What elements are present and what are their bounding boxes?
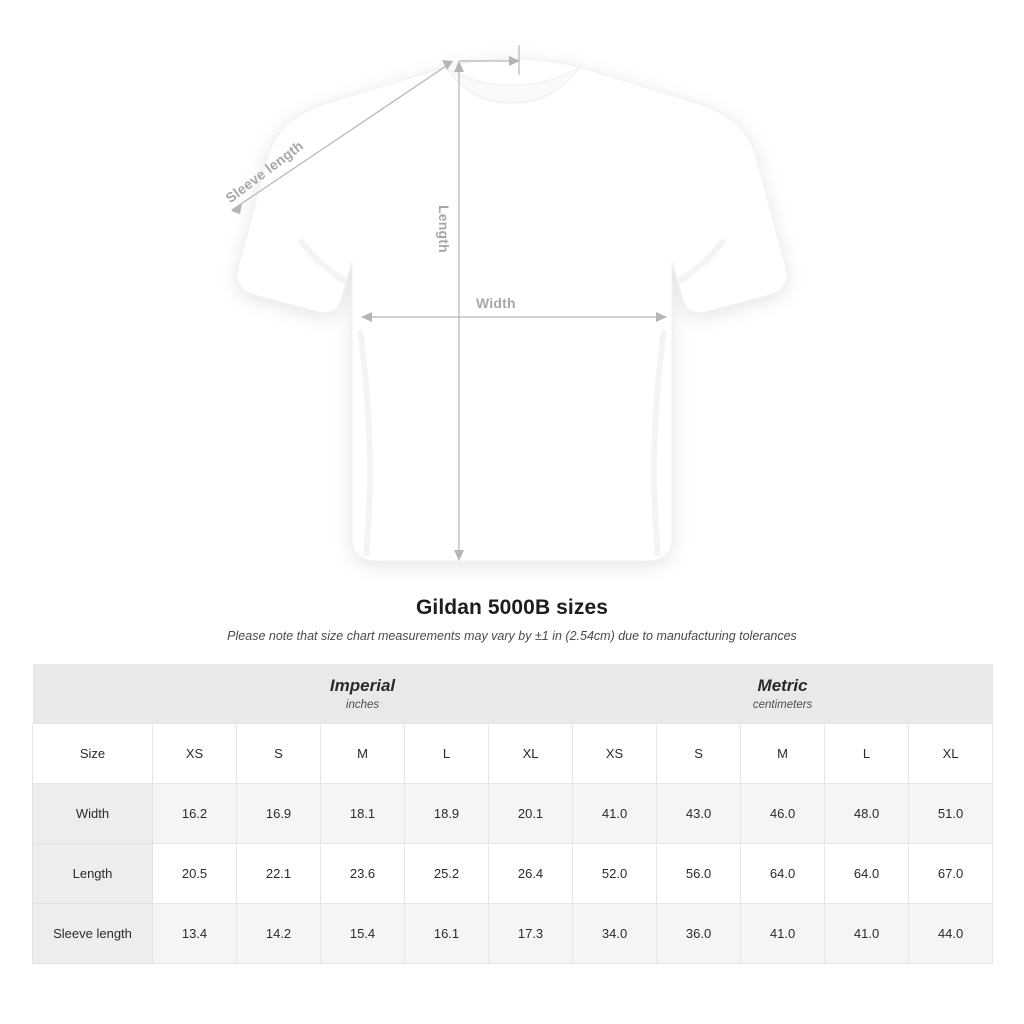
- cell: 18.1: [321, 784, 405, 844]
- cell: 41.0: [573, 784, 657, 844]
- title-block: [0, 596, 1024, 643]
- cell: 16.1: [405, 904, 489, 964]
- cell: 46.0: [741, 784, 825, 844]
- column-header: M: [741, 724, 825, 784]
- column-header: XS: [573, 724, 657, 784]
- unit-sub-metric: centimeters: [752, 698, 813, 711]
- cell: 14.2: [237, 904, 321, 964]
- column-header: L: [825, 724, 909, 784]
- table-row: [33, 844, 993, 904]
- width-label: Width: [476, 295, 516, 311]
- cell: 15.4: [321, 904, 405, 964]
- length-label: Length: [436, 205, 452, 253]
- table-row: [33, 904, 993, 964]
- cell: 17.3: [489, 904, 573, 964]
- row-label-sleeve-length: Sleeve length: [33, 904, 153, 964]
- cell: 23.6: [321, 844, 405, 904]
- unit-name-imperial: Imperial: [329, 676, 396, 696]
- column-header: M: [321, 724, 405, 784]
- cell: 34.0: [573, 904, 657, 964]
- cell: 16.9: [237, 784, 321, 844]
- cell: 64.0: [741, 844, 825, 904]
- column-header: XL: [909, 724, 993, 784]
- column-header: XL: [489, 724, 573, 784]
- cell: 36.0: [657, 904, 741, 964]
- size-table: [32, 664, 993, 964]
- cell: 44.0: [909, 904, 993, 964]
- size-header-row: [33, 724, 993, 784]
- unit-sub-imperial: inches: [345, 698, 380, 711]
- row-label-width: Width: [33, 784, 153, 844]
- table-row: [33, 784, 993, 844]
- cell: 64.0: [825, 844, 909, 904]
- corner-cell: [33, 664, 153, 724]
- unit-header-row: [33, 664, 993, 724]
- column-header: XS: [153, 724, 237, 784]
- size-table-wrap: [32, 664, 992, 964]
- size-header-cell: Size: [33, 724, 153, 784]
- cell: 22.1: [237, 844, 321, 904]
- cell: 20.5: [153, 844, 237, 904]
- cell: 52.0: [573, 844, 657, 904]
- cell: 51.0: [909, 784, 993, 844]
- cell: 41.0: [741, 904, 825, 964]
- column-header: L: [405, 724, 489, 784]
- column-header: S: [657, 724, 741, 784]
- sleeve-length-label: Sleeve length: [222, 137, 307, 206]
- row-label-length: Length: [33, 844, 153, 904]
- unit-header-metric: [573, 664, 993, 724]
- cell: 56.0: [657, 844, 741, 904]
- cell: 26.4: [489, 844, 573, 904]
- cell: 41.0: [825, 904, 909, 964]
- cell: 48.0: [825, 784, 909, 844]
- cell: 18.9: [405, 784, 489, 844]
- cell: 43.0: [657, 784, 741, 844]
- cell: 16.2: [153, 784, 237, 844]
- tolerance-note: Please note that size chart measurements may vary by ±1 in (2.54cm) due to manufacturing tolerances: [227, 629, 797, 643]
- page-title: Gildan 5000B sizes: [415, 596, 609, 619]
- column-header: S: [237, 724, 321, 784]
- unit-header-imperial: [153, 664, 573, 724]
- unit-name-metric: Metric: [757, 676, 808, 696]
- cell: 13.4: [153, 904, 237, 964]
- cell: 20.1: [489, 784, 573, 844]
- cell: 25.2: [405, 844, 489, 904]
- cell: 67.0: [909, 844, 993, 904]
